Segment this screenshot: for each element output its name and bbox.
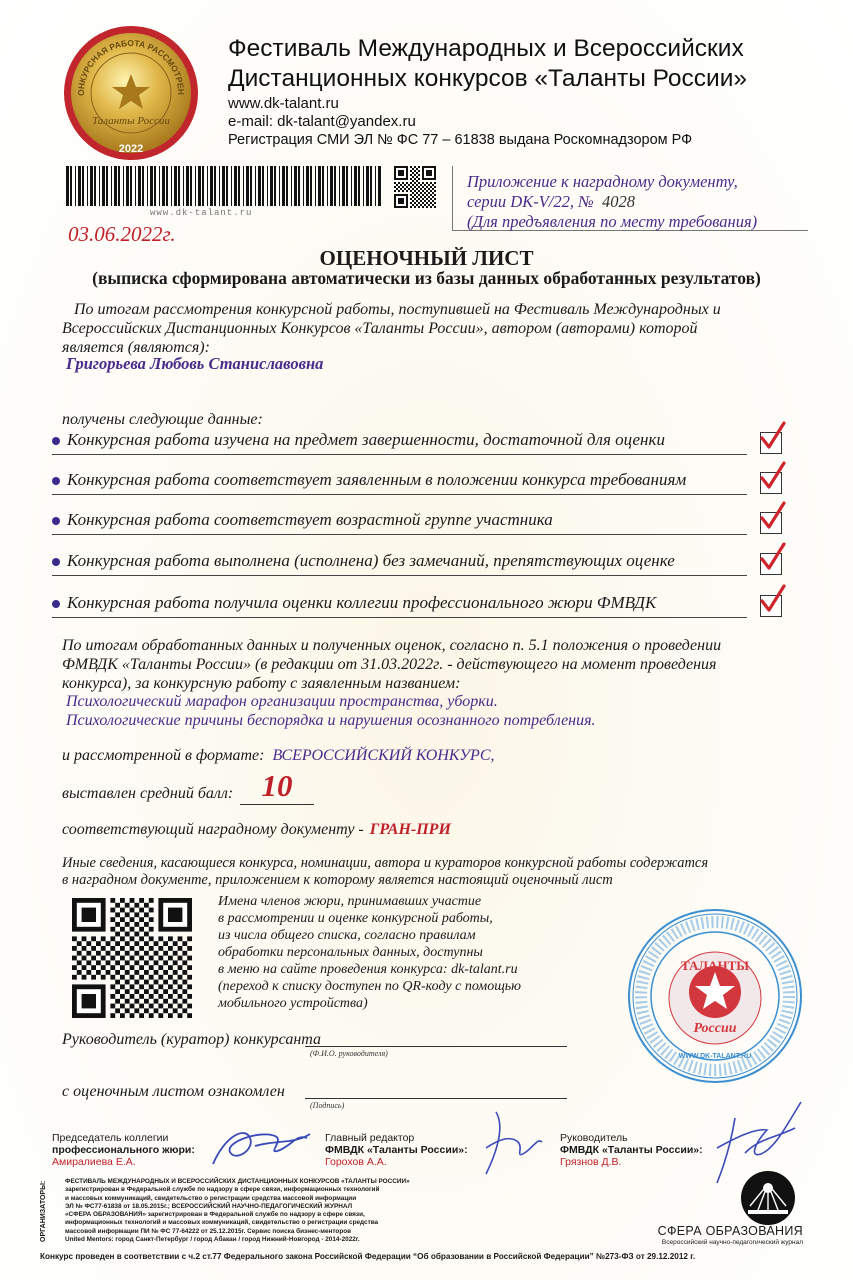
- appendix-series-label: серии DK-V/22, №: [467, 192, 594, 211]
- received-label: получены следующие данные:: [62, 411, 263, 428]
- bullet-icon: [52, 558, 60, 566]
- criterion-text: Конкурсная работа изучена на предмет завершенности, достаточной для оценки: [67, 430, 665, 449]
- gold-seal-year: 2022: [118, 143, 144, 155]
- appendix-line3: (Для предъявления по месту требования): [467, 212, 758, 231]
- format-value: ВСЕРОССИЙСКИЙ КОНКУРС,: [272, 747, 495, 764]
- award-label: соответствующий наградному документу -: [62, 821, 364, 838]
- intro-line3: является (являются):: [62, 339, 210, 356]
- organizers-line: зарегистрирован в Федеральной службе по надзору в сфере связи, информационных технологий: [65, 1186, 380, 1194]
- issue-date: 03.06.2022г.: [68, 222, 176, 246]
- score-value: 10: [261, 768, 293, 803]
- checkmark-icon: [759, 584, 787, 614]
- signature-editor: [325, 1132, 468, 1168]
- sfera-caption: Всероссийский научно-педагогический журнал: [661, 1239, 803, 1246]
- header-qr-code: [394, 166, 436, 208]
- other-info-line1: Иные сведения, касающиеся конкурса, номинации, автора и кураторов конкурсной работы содержатся: [62, 855, 709, 871]
- signature-head: [560, 1132, 703, 1168]
- criterion-row: [52, 508, 747, 535]
- format-row: [62, 746, 495, 765]
- jury-info-line: в рассмотрении и оценке конкурсной работы,: [218, 911, 493, 926]
- other-info: [62, 855, 708, 889]
- sheet-title: ОЦЕНОЧНЫЙ ЛИСТ: [319, 246, 534, 270]
- acknowledged-line[interactable]: [305, 1098, 567, 1099]
- score-label: выставлен средний балл:: [62, 785, 234, 802]
- sfera-name: СФЕРА ОБРАЗОВАНИЯ: [657, 1224, 803, 1238]
- editor-signature-scribble: [476, 1108, 546, 1178]
- criterion-text: Конкурсная работа соответствует возрастной группе участника: [67, 510, 553, 529]
- results-paragraph: [62, 636, 802, 693]
- other-info-line2: в наградном документе, приложением к которому является настоящий оценочный лист: [62, 872, 613, 888]
- gold-seal-text: ОНКУРСНАЯ РАБОТА РАССМОТРЕН: [75, 37, 187, 96]
- editor-role1: Главный редактор: [325, 1132, 415, 1144]
- intro-line2: Всероссийских Дистанционных Конкурсов «Таланты России», автором (авторами) которой: [62, 320, 698, 337]
- bullet-icon: [52, 600, 60, 608]
- festival-title-line1: Фестиваль Международных и Всероссийских: [228, 35, 744, 62]
- appendix-series-number: 4028: [601, 192, 635, 211]
- acknowledged-caption: (Подпись): [310, 1101, 345, 1110]
- appendix-line1: Приложение к наградному документу,: [467, 172, 738, 191]
- chair-name: Амиралиева Е.А.: [52, 1156, 136, 1168]
- jury-info-line: обработки персональных данных, доступны: [218, 945, 483, 960]
- organizers-line: United Mentors: город Санкт-Петербург / город Абакан / город Нижний-Новгород - 2014-2022г.: [65, 1236, 360, 1244]
- work-title: [66, 692, 596, 730]
- website-text: www.dk-talant.ru: [228, 95, 339, 112]
- curator-caption: (Ф.И.О. руководителя): [310, 1049, 388, 1058]
- blue-seal-brand-top: ТАЛАНТЫ: [680, 958, 750, 973]
- criterion-text: Конкурсная работа выполнена (исполнена) без замечаний, препятствующих оценке: [67, 551, 675, 570]
- bullet-icon: [52, 477, 60, 485]
- results-line3: конкурса), за конкурсную работу с заявленным названием:: [62, 675, 461, 692]
- jury-info-line: мобильного устройства): [218, 996, 368, 1011]
- sfera-logo: [740, 1170, 796, 1226]
- criterion-text: Конкурсная работа получила оценки коллегии профессионального жюри ФМВДК: [67, 593, 657, 612]
- award-value: ГРАН-ПРИ: [369, 821, 451, 838]
- festival-title-line2: Дистанционных конкурсов «Таланты России»: [228, 65, 748, 92]
- criterion-row: [52, 549, 747, 576]
- gold-seal: [62, 24, 200, 162]
- acknowledged-label: с оценочным листом ознакомлен: [62, 1083, 285, 1100]
- award-row: [62, 820, 451, 839]
- organizers-label-text: ОРГАНИЗАТОРЫ:: [40, 1180, 47, 1242]
- gold-seal-brand: Таланты России: [92, 115, 170, 127]
- criterion-checkbox[interactable]: [760, 553, 782, 575]
- jury-info: [218, 893, 521, 1012]
- criterion-row: [52, 428, 747, 455]
- festival-title: [228, 34, 828, 94]
- signature-chair: [52, 1132, 195, 1168]
- jury-info-line: в меню на сайте проведения конкурса: dk-talant.ru: [218, 962, 518, 977]
- registration-text: Регистрация СМИ ЭЛ № ФС 77 – 61838 выдана Роскомнадзором РФ: [228, 132, 693, 148]
- chair-role1: Председатель коллегии: [52, 1132, 169, 1144]
- criterion-checkbox[interactable]: [760, 595, 782, 617]
- organizers-line: ЭЛ № ФС77-61838 от 18.05.2015г.; ВСЕРОССИЙСКИЙ НАУЧНО-ПЕДАГОГИЧЕСКИЙ ЖУРНАЛ: [65, 1202, 353, 1210]
- organizers-line: и массовых коммуникаций, свидетельство о регистрации средства массовой информации: [65, 1194, 357, 1202]
- checkmark-icon: [759, 501, 787, 531]
- blue-seal: [627, 908, 803, 1084]
- criterion-row: [52, 468, 747, 495]
- head-role2: ФМВДК «Таланты России»:: [560, 1144, 703, 1156]
- intro-paragraph: [62, 300, 802, 357]
- chair-signature-scribble: [205, 1116, 315, 1174]
- format-label: и рассмотренной в формате:: [62, 747, 265, 764]
- organizers-line: «СФЕРА ОБРАЗОВАНИЯ» зарегистрирован в Федеральной службе по надзору в сфере связи,: [65, 1211, 365, 1219]
- organizers-line: массовой информации ПИ № ФС 77-64222 от 25.12.2015г. Сервис поиска бизнес-менторов: [65, 1227, 352, 1235]
- organizers-line: информационных технологий и массовых коммуникаций, свидетельство о регистрации средства: [65, 1219, 379, 1227]
- checkmark-icon: [759, 461, 787, 491]
- organizers-text: [65, 1178, 410, 1244]
- editor-role2: ФМВДК «Таланты России»:: [325, 1144, 468, 1156]
- work-title-line1: Психологический марафон организации пространства, уборки.: [66, 693, 498, 710]
- bullet-icon: [52, 517, 60, 525]
- author-name: Григорьева Любовь Станиславовна: [66, 354, 324, 373]
- jury-info-line: (переход к списку доступен по QR-коду с помощью: [218, 979, 522, 994]
- blue-seal-url: WWW.DK-TALANT.RU: [678, 1053, 752, 1060]
- checkmark-icon: [759, 542, 787, 572]
- results-line2: ФМВДК «Таланты России» (в редакции от 31.03.2022г. - действующего на момент проведения: [62, 656, 717, 673]
- criterion-checkbox[interactable]: [760, 472, 782, 494]
- criterion-text: Конкурсная работа соответствует заявленным в положении конкурса требованиям: [67, 470, 687, 489]
- criterion-checkbox[interactable]: [760, 512, 782, 534]
- jury-info-line: Имена членов жюри, принимавших участие: [218, 894, 482, 909]
- score-underline: [240, 804, 314, 805]
- curator-label: Руководитель (куратор) конкурсанта: [62, 1031, 322, 1048]
- head-role1: Руководитель: [560, 1132, 628, 1144]
- sheet-subtitle: (выписка сформирована автоматически из базы данных обработанных результатов): [92, 268, 761, 288]
- jury-qr-code[interactable]: [72, 898, 192, 1018]
- jury-info-line: из числа общего списка, согласно правилам: [218, 928, 476, 943]
- contact-block: [228, 95, 692, 149]
- head-name: Грязнов Д.В.: [560, 1156, 622, 1168]
- law-text: Конкурс проведен в соответствии с ч.2 ст.77 Федерального закона Российской Федерации “Об образовании в Российской Федерации” №273-ФЗ от 29.12.2012 г.: [40, 1252, 696, 1261]
- bullet-icon: [52, 437, 60, 445]
- curator-line[interactable]: [305, 1046, 567, 1047]
- work-title-line2: Психологические причины беспорядка и нарушения осознанного потребления.: [66, 712, 596, 729]
- criterion-checkbox[interactable]: [760, 432, 782, 454]
- blue-seal-brand-bottom: России: [693, 1021, 737, 1036]
- checkmark-icon: [759, 421, 787, 451]
- organizers-line: ФЕСТИВАЛЬ МЕЖДУНАРОДНЫХ И ВСЕРОССИЙСКИХ ДИСТАНЦИОННЫХ КОНКУРСОВ «ТАЛАНТЫ РОССИИ»: [65, 1178, 410, 1185]
- intro-line1: По итогам рассмотрения конкурсной работы, поступившей на Фестиваль Международных и: [74, 301, 721, 318]
- criterion-row: [52, 591, 747, 618]
- barcode-url: www.dk-talant.ru: [150, 208, 253, 218]
- organizers-label: [40, 1172, 52, 1242]
- editor-name: Горохов А.А.: [325, 1156, 387, 1168]
- appendix-box: [452, 166, 808, 231]
- barcode: [66, 166, 384, 210]
- chair-role2: профессионального жюри:: [52, 1144, 195, 1156]
- results-line1: По итогам обработанных данных и полученных оценок, согласно п. 5.1 положения о проведении: [62, 637, 722, 654]
- email-text: e-mail: dk-talant@yandex.ru: [228, 113, 416, 130]
